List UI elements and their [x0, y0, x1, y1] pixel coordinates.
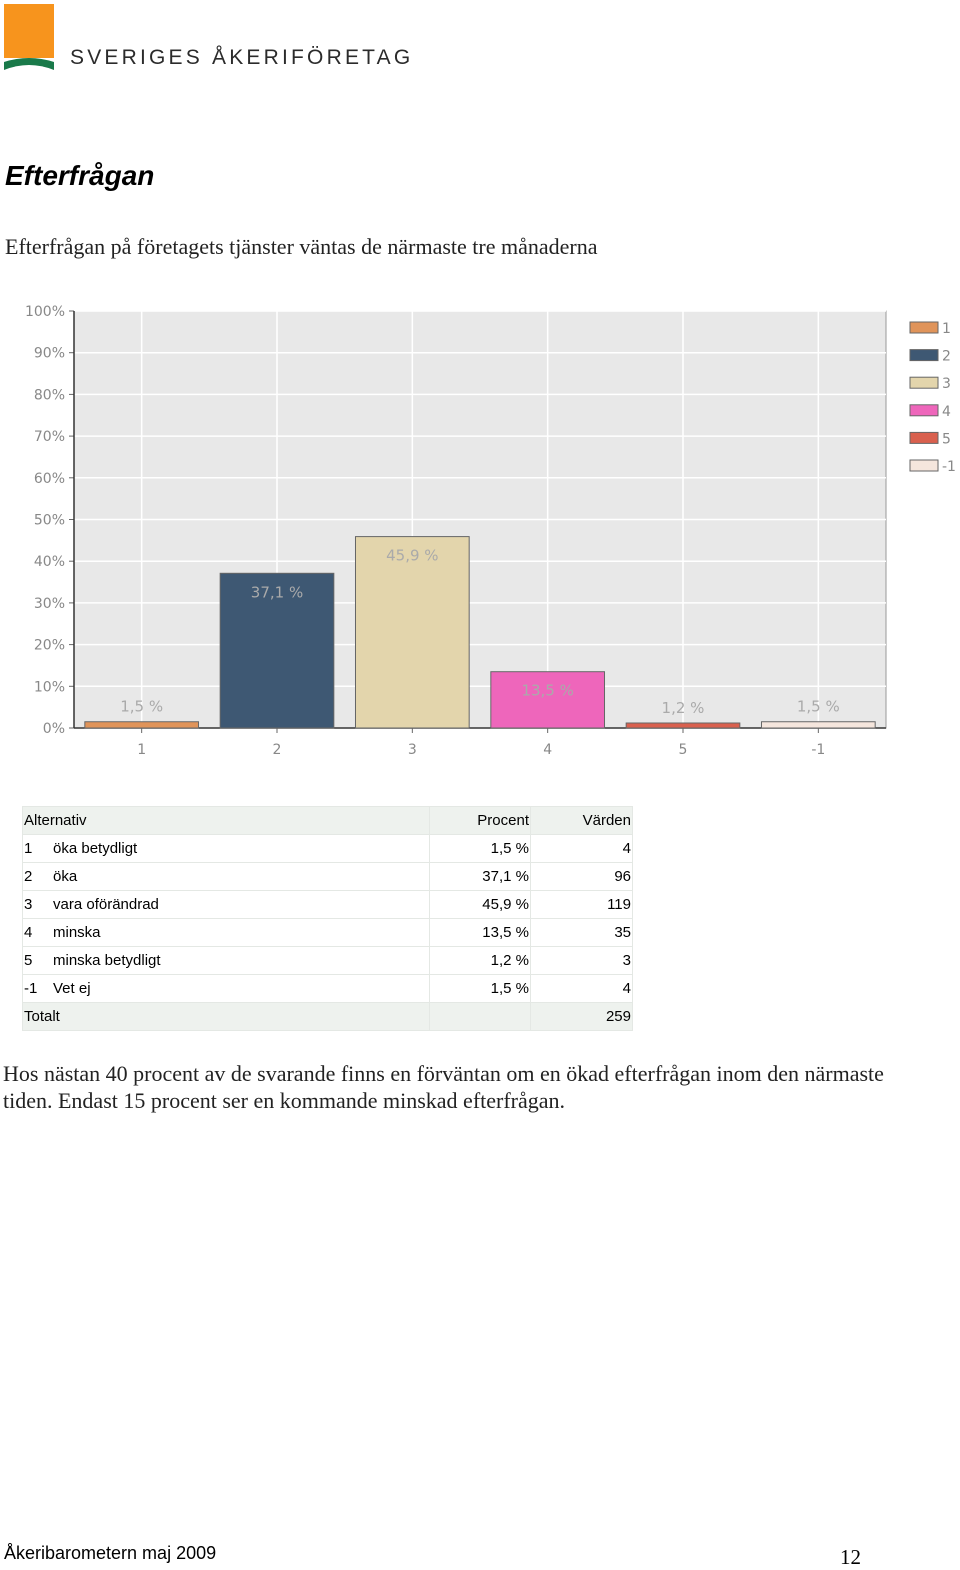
table-header-row	[23, 807, 633, 835]
legend-label: 3	[942, 376, 951, 393]
results-table	[22, 806, 633, 1031]
row-procent: 1,5 %	[430, 835, 531, 863]
table-row	[23, 919, 633, 947]
row-procent: 1,2 %	[430, 947, 531, 975]
logo-wordmark: SVERIGES ÅKERIFÖRETAG	[70, 46, 414, 69]
row-procent: 1,5 %	[430, 975, 531, 1003]
footer-publication: Åkeribarometern maj 2009	[4, 1543, 217, 1563]
row-label: öka betydligt	[53, 840, 138, 857]
table-row	[23, 947, 633, 975]
legend-label: 2	[942, 348, 951, 365]
legend-swatch	[910, 350, 938, 361]
y-tick-label: 80%	[33, 387, 65, 404]
x-tick-label: 4	[543, 742, 553, 758]
y-tick-label: 60%	[33, 470, 65, 487]
x-tick-label: -1	[811, 742, 826, 758]
row-label: vara oförändrad	[53, 896, 159, 913]
row-procent: 45,9 %	[430, 891, 531, 919]
page-number: 12	[840, 1545, 861, 1569]
page-title: Efterfrågan	[5, 160, 155, 191]
legend-swatch	[910, 405, 938, 416]
table-total-row	[23, 1003, 633, 1031]
data-label: 1,5 %	[120, 697, 164, 716]
row-procent: 37,1 %	[430, 863, 531, 891]
header-alternativ: Alternativ	[23, 807, 430, 835]
bar-5	[626, 723, 740, 728]
bar-3	[355, 537, 469, 728]
body-paragraph: Hos nästan 40 procent av de svarande finns en förväntan om en ökad efterfrågan inom den närmaste tiden. Endast 15 procent ser en kommande minskad efterfrågan.	[3, 1061, 884, 1113]
row-label: öka	[53, 868, 78, 885]
row-number: 4	[24, 924, 33, 941]
x-tick-label: 1	[137, 742, 147, 758]
row-number: -1	[24, 980, 38, 997]
data-label: 13,5 %	[521, 681, 574, 700]
table-row	[23, 891, 633, 919]
row-varden: 35	[531, 919, 633, 947]
y-tick-label: 50%	[33, 512, 65, 529]
total-varden: 259	[531, 1003, 633, 1031]
y-tick-label: 40%	[33, 554, 65, 571]
y-tick-label: 70%	[33, 429, 65, 446]
bar-1	[85, 722, 199, 728]
page-subtitle: Efterfrågan på företagets tjänster väntas de närmaste tre månaderna	[5, 234, 598, 259]
total-label: Totalt	[23, 1003, 430, 1031]
row-varden: 3	[531, 947, 633, 975]
x-tick-label: 5	[678, 742, 688, 758]
bar-4	[491, 672, 605, 728]
bar--1	[761, 722, 875, 728]
row-label: Vet ej	[53, 980, 91, 997]
data-label: 37,1 %	[250, 583, 304, 602]
legend-swatch	[910, 460, 938, 471]
table-row	[23, 835, 633, 863]
row-procent: 13,5 %	[430, 919, 531, 947]
y-tick-label: 10%	[33, 679, 65, 696]
data-label: 45,9 %	[386, 546, 439, 565]
table-row	[23, 863, 633, 891]
company-logo	[4, 4, 54, 74]
x-tick-label: 3	[407, 742, 417, 758]
x-tick-label: 2	[272, 742, 282, 758]
y-tick-label: 90%	[33, 345, 65, 362]
legend-label: 5	[942, 431, 951, 448]
row-number: 1	[24, 840, 33, 857]
row-label: minska betydligt	[53, 952, 161, 969]
y-tick-label: 100%	[24, 304, 65, 320]
header-varden: Värden	[531, 807, 633, 835]
total-procent	[430, 1003, 531, 1031]
bar-chart	[0, 290, 960, 770]
legend-label: -1	[942, 459, 956, 475]
header-procent: Procent	[430, 807, 531, 835]
row-number: 3	[24, 896, 33, 913]
row-varden: 119	[531, 891, 633, 919]
legend-label: 4	[942, 403, 951, 420]
data-label: 1,5 %	[796, 697, 840, 716]
legend-label: 1	[942, 321, 951, 337]
table-row	[23, 975, 633, 1003]
row-label: minska	[53, 924, 101, 941]
row-number: 5	[24, 952, 33, 969]
y-tick-label: 30%	[33, 595, 65, 612]
row-varden: 4	[531, 975, 633, 1003]
y-tick-label: 0%	[42, 721, 65, 737]
legend-swatch	[910, 432, 938, 443]
row-number: 2	[24, 868, 33, 885]
legend-swatch	[910, 377, 938, 388]
y-tick-label: 20%	[33, 637, 65, 654]
row-varden: 4	[531, 835, 633, 863]
row-varden: 96	[531, 863, 633, 891]
legend-swatch	[910, 322, 938, 333]
data-label: 1,2 %	[661, 698, 705, 717]
